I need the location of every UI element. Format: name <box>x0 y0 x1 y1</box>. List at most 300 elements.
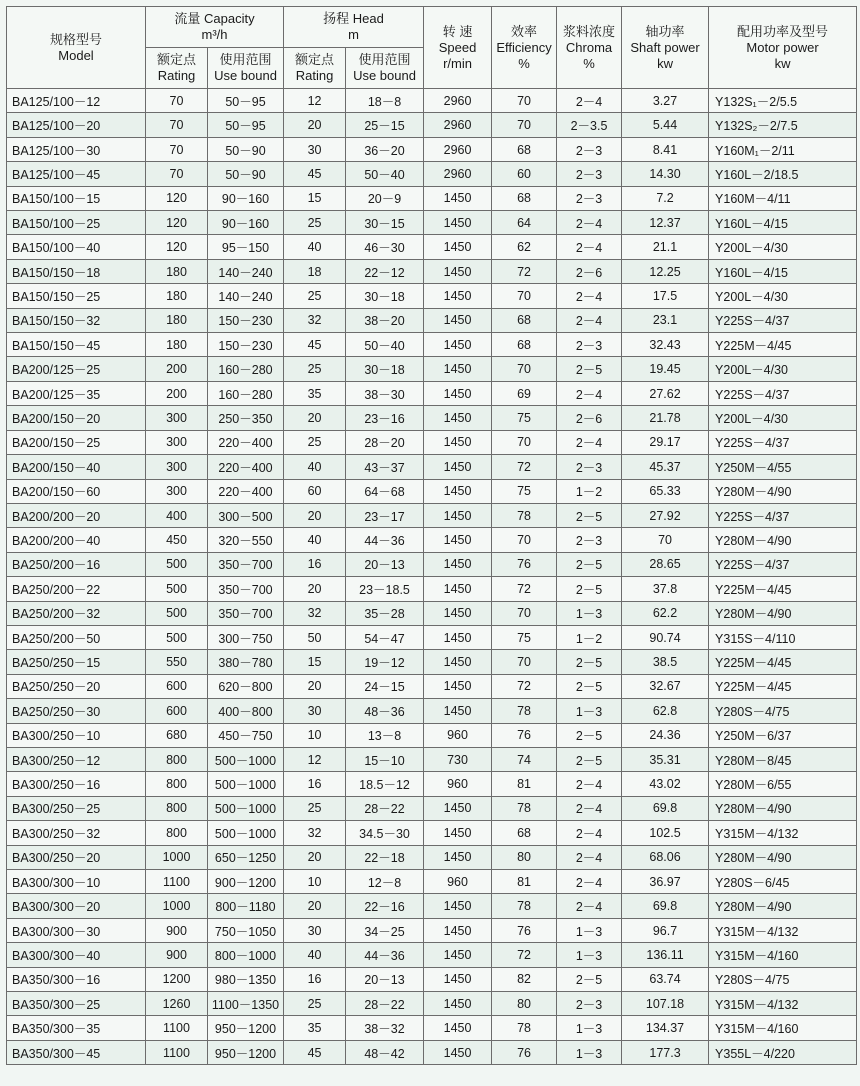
table-row <box>7 235 857 259</box>
head-range-cell: 38－20 <box>346 308 424 332</box>
head-rating-cell: 40 <box>284 235 346 259</box>
shaft-power-cell: 23.1 <box>622 308 709 332</box>
shaft-power-cell: 37.8 <box>622 577 709 601</box>
speed-cell: 1450 <box>424 1040 492 1064</box>
efficiency-cell: 72 <box>492 455 557 479</box>
table-row <box>7 308 857 332</box>
header-chroma-en: Chroma <box>565 39 613 55</box>
speed-cell: 1450 <box>424 1016 492 1040</box>
header-speed-zh: 转 速 <box>442 23 473 39</box>
header-capacity-unit: m³/h <box>201 27 228 42</box>
capacity-range-cell: 950－1200 <box>208 1016 284 1040</box>
efficiency-cell: 78 <box>492 894 557 918</box>
motor-cell: Y280M－4/90 <box>709 601 857 625</box>
model-cell: BA350/300－16 <box>7 967 146 991</box>
chroma-cell: 2－5 <box>557 552 622 576</box>
capacity-rating-cell: 550 <box>146 650 208 674</box>
header-model-en: Model <box>58 47 94 63</box>
shaft-power-cell: 38.5 <box>622 650 709 674</box>
motor-cell: Y200L－4/30 <box>709 235 857 259</box>
header-rating-zh: 额定点 <box>295 52 335 67</box>
table-row <box>7 211 857 235</box>
capacity-range-cell: 160－280 <box>208 381 284 405</box>
head-range-cell: 28－22 <box>346 992 424 1016</box>
chroma-cell: 2－6 <box>557 406 622 430</box>
efficiency-cell: 60 <box>492 162 557 186</box>
motor-cell: Y160L－4/15 <box>709 259 857 283</box>
chroma-cell: 2－4 <box>557 284 622 308</box>
capacity-rating-cell: 70 <box>146 89 208 113</box>
speed-cell: 1450 <box>424 943 492 967</box>
efficiency-cell: 74 <box>492 747 557 771</box>
capacity-range-cell: 350－700 <box>208 601 284 625</box>
head-rating-cell: 20 <box>284 113 346 137</box>
model-cell: BA125/100－30 <box>7 137 146 161</box>
efficiency-cell: 81 <box>492 870 557 894</box>
model-cell: BA300/250－25 <box>7 796 146 820</box>
table-row <box>7 89 857 113</box>
chroma-cell: 2－3 <box>557 992 622 1016</box>
model-cell: BA250/250－30 <box>7 699 146 723</box>
head-range-cell: 48－42 <box>346 1040 424 1064</box>
motor-cell: Y225S－4/37 <box>709 503 857 527</box>
shaft-power-cell: 12.37 <box>622 211 709 235</box>
capacity-rating-cell: 120 <box>146 186 208 210</box>
capacity-range-cell: 50－95 <box>208 113 284 137</box>
chroma-cell: 2－4 <box>557 381 622 405</box>
shaft-power-cell: 70 <box>622 528 709 552</box>
chroma-cell: 2－5 <box>557 747 622 771</box>
head-rating-cell: 20 <box>284 845 346 869</box>
chroma-cell: 2－4 <box>557 821 622 845</box>
head-range-cell: 24－15 <box>346 674 424 698</box>
table-row <box>7 357 857 381</box>
shaft-power-cell: 62.2 <box>622 601 709 625</box>
header-rating-en: Rating <box>295 68 334 83</box>
table-row <box>7 747 857 771</box>
efficiency-cell: 76 <box>492 723 557 747</box>
efficiency-cell: 68 <box>492 137 557 161</box>
speed-cell: 1450 <box>424 333 492 357</box>
head-rating-cell: 25 <box>284 796 346 820</box>
capacity-range-cell: 1100－1350 <box>208 992 284 1016</box>
model-cell: BA200/200－20 <box>7 503 146 527</box>
head-rating-cell: 45 <box>284 162 346 186</box>
header-motor-zh: 配用功率及型号 <box>737 23 829 39</box>
speed-cell: 1450 <box>424 992 492 1016</box>
head-range-cell: 54－47 <box>346 625 424 649</box>
head-rating-cell: 16 <box>284 552 346 576</box>
head-range-cell: 19－12 <box>346 650 424 674</box>
model-cell: BA150/100－15 <box>7 186 146 210</box>
table-row <box>7 625 857 649</box>
head-rating-cell: 30 <box>284 137 346 161</box>
shaft-power-cell: 177.3 <box>622 1040 709 1064</box>
efficiency-cell: 68 <box>492 333 557 357</box>
speed-cell: 1450 <box>424 430 492 454</box>
capacity-rating-cell: 1100 <box>146 1040 208 1064</box>
head-rating-cell: 15 <box>284 650 346 674</box>
speed-cell: 730 <box>424 747 492 771</box>
speed-cell: 1450 <box>424 699 492 723</box>
motor-cell: Y315S－4/110 <box>709 625 857 649</box>
head-rating-cell: 20 <box>284 577 346 601</box>
chroma-cell: 2－4 <box>557 845 622 869</box>
model-cell: BA200/125－35 <box>7 381 146 405</box>
head-rating-cell: 20 <box>284 894 346 918</box>
model-cell: BA125/100－20 <box>7 113 146 137</box>
speed-cell: 1450 <box>424 211 492 235</box>
head-rating-cell: 20 <box>284 406 346 430</box>
capacity-rating-cell: 1260 <box>146 992 208 1016</box>
efficiency-cell: 75 <box>492 625 557 649</box>
efficiency-cell: 76 <box>492 1040 557 1064</box>
chroma-cell: 2－5 <box>557 650 622 674</box>
shaft-power-cell: 32.43 <box>622 333 709 357</box>
table-row <box>7 455 857 479</box>
model-cell: BA150/150－45 <box>7 333 146 357</box>
motor-cell: Y160L－2/18.5 <box>709 162 857 186</box>
header-rating-zh: 额定点 <box>156 52 196 67</box>
shaft-power-cell: 90.74 <box>622 625 709 649</box>
header-motor-power <box>709 7 857 89</box>
head-range-cell: 25－15 <box>346 113 424 137</box>
table-row <box>7 894 857 918</box>
capacity-rating-cell: 180 <box>146 333 208 357</box>
efficiency-cell: 72 <box>492 674 557 698</box>
chroma-cell: 2－4 <box>557 894 622 918</box>
table-row <box>7 699 857 723</box>
shaft-power-cell: 12.25 <box>622 259 709 283</box>
head-range-cell: 30－18 <box>346 357 424 381</box>
table-row <box>7 796 857 820</box>
capacity-range-cell: 140－240 <box>208 259 284 283</box>
header-shaft-zh: 轴功率 <box>645 23 685 39</box>
capacity-rating-cell: 800 <box>146 747 208 771</box>
speed-cell: 960 <box>424 723 492 747</box>
head-range-cell: 28－22 <box>346 796 424 820</box>
chroma-cell: 2－3 <box>557 186 622 210</box>
shaft-power-cell: 3.27 <box>622 89 709 113</box>
header-shaft-en: Shaft power <box>630 39 700 55</box>
capacity-range-cell: 95－150 <box>208 235 284 259</box>
motor-cell: Y280M－4/90 <box>709 528 857 552</box>
model-cell: BA250/200－32 <box>7 601 146 625</box>
capacity-rating-cell: 800 <box>146 821 208 845</box>
speed-cell: 1450 <box>424 186 492 210</box>
head-range-cell: 38－32 <box>346 1016 424 1040</box>
table-row <box>7 162 857 186</box>
capacity-rating-cell: 120 <box>146 235 208 259</box>
efficiency-cell: 72 <box>492 577 557 601</box>
capacity-range-cell: 90－160 <box>208 186 284 210</box>
motor-cell: Y200L－4/30 <box>709 284 857 308</box>
chroma-cell: 2－4 <box>557 870 622 894</box>
capacity-range-cell: 220－400 <box>208 430 284 454</box>
table-row <box>7 674 857 698</box>
head-range-cell: 44－36 <box>346 943 424 967</box>
header-head <box>284 7 424 48</box>
capacity-rating-cell: 400 <box>146 503 208 527</box>
model-cell: BA300/250－12 <box>7 747 146 771</box>
head-rating-cell: 25 <box>284 430 346 454</box>
speed-cell: 2960 <box>424 162 492 186</box>
shaft-power-cell: 8.41 <box>622 137 709 161</box>
model-cell: BA300/250－32 <box>7 821 146 845</box>
capacity-rating-cell: 300 <box>146 479 208 503</box>
table-row <box>7 333 857 357</box>
motor-cell: Y280M－8/45 <box>709 747 857 771</box>
header-model-zh: 规格型号 <box>49 31 102 47</box>
speed-cell: 1450 <box>424 918 492 942</box>
header-capacity-rating <box>146 48 208 89</box>
capacity-range-cell: 50－90 <box>208 137 284 161</box>
head-range-cell: 44－36 <box>346 528 424 552</box>
head-range-cell: 30－15 <box>346 211 424 235</box>
motor-cell: Y225S－4/37 <box>709 430 857 454</box>
speed-cell: 1450 <box>424 967 492 991</box>
head-range-cell: 20－13 <box>346 552 424 576</box>
head-rating-cell: 10 <box>284 723 346 747</box>
model-cell: BA250/250－20 <box>7 674 146 698</box>
motor-cell: Y160M－4/11 <box>709 186 857 210</box>
efficiency-cell: 69 <box>492 381 557 405</box>
speed-cell: 2960 <box>424 113 492 137</box>
speed-cell: 1450 <box>424 455 492 479</box>
table-row <box>7 259 857 283</box>
header-capacity-use-bound <box>208 48 284 89</box>
shaft-power-cell: 14.30 <box>622 162 709 186</box>
head-rating-cell: 16 <box>284 772 346 796</box>
speed-cell: 2960 <box>424 89 492 113</box>
shaft-power-cell: 27.92 <box>622 503 709 527</box>
capacity-rating-cell: 300 <box>146 455 208 479</box>
shaft-power-cell: 21.78 <box>622 406 709 430</box>
speed-cell: 1450 <box>424 674 492 698</box>
header-motor-en: Motor power <box>746 39 819 55</box>
head-rating-cell: 45 <box>284 333 346 357</box>
head-rating-cell: 45 <box>284 1040 346 1064</box>
capacity-range-cell: 300－500 <box>208 503 284 527</box>
efficiency-cell: 70 <box>492 650 557 674</box>
head-rating-cell: 40 <box>284 455 346 479</box>
motor-cell: Y225S－4/37 <box>709 308 857 332</box>
chroma-cell: 2－3 <box>557 137 622 161</box>
head-range-cell: 30－18 <box>346 284 424 308</box>
motor-cell: Y280M－4/90 <box>709 479 857 503</box>
speed-cell: 1450 <box>424 479 492 503</box>
shaft-power-cell: 62.8 <box>622 699 709 723</box>
model-cell: BA350/300－25 <box>7 992 146 1016</box>
speed-cell: 1450 <box>424 381 492 405</box>
capacity-rating-cell: 680 <box>146 723 208 747</box>
speed-cell: 960 <box>424 772 492 796</box>
head-rating-cell: 25 <box>284 992 346 1016</box>
shaft-power-cell: 96.7 <box>622 918 709 942</box>
chroma-cell: 2－3.5 <box>557 113 622 137</box>
capacity-rating-cell: 500 <box>146 625 208 649</box>
head-rating-cell: 40 <box>284 528 346 552</box>
model-cell: BA300/250－10 <box>7 723 146 747</box>
efficiency-cell: 68 <box>492 186 557 210</box>
header-head-use-bound <box>346 48 424 89</box>
header-speed-en: Speed <box>438 39 477 55</box>
efficiency-cell: 68 <box>492 821 557 845</box>
header-use-bound-en: Use bound <box>353 68 416 83</box>
motor-cell: Y280S－4/75 <box>709 967 857 991</box>
capacity-range-cell: 500－1000 <box>208 821 284 845</box>
model-cell: BA350/300－35 <box>7 1016 146 1040</box>
head-range-cell: 22－16 <box>346 894 424 918</box>
model-cell: BA250/200－22 <box>7 577 146 601</box>
shaft-power-cell: 45.37 <box>622 455 709 479</box>
chroma-cell: 2－4 <box>557 308 622 332</box>
head-rating-cell: 32 <box>284 821 346 845</box>
capacity-rating-cell: 1200 <box>146 967 208 991</box>
shaft-power-cell: 24.36 <box>622 723 709 747</box>
chroma-cell: 2－4 <box>557 89 622 113</box>
head-range-cell: 15－10 <box>346 747 424 771</box>
head-range-cell: 46－30 <box>346 235 424 259</box>
head-rating-cell: 25 <box>284 284 346 308</box>
header-motor-unit: kw <box>774 55 791 71</box>
capacity-rating-cell: 500 <box>146 601 208 625</box>
motor-cell: Y132S₂－2/7.5 <box>709 113 857 137</box>
shaft-power-cell: 63.74 <box>622 967 709 991</box>
head-range-cell: 18－8 <box>346 89 424 113</box>
head-rating-cell: 20 <box>284 503 346 527</box>
header-shaft-power <box>622 7 709 89</box>
speed-cell: 1450 <box>424 503 492 527</box>
capacity-rating-cell: 300 <box>146 406 208 430</box>
capacity-range-cell: 220－400 <box>208 479 284 503</box>
model-cell: BA125/100－12 <box>7 89 146 113</box>
header-use-bound-zh: 使用范围 <box>358 52 411 67</box>
capacity-range-cell: 500－1000 <box>208 747 284 771</box>
head-range-cell: 18.5－12 <box>346 772 424 796</box>
motor-cell: Y225S－4/37 <box>709 381 857 405</box>
head-range-cell: 23－17 <box>346 503 424 527</box>
header-head-title: 扬程 Head <box>323 11 384 26</box>
model-cell: BA300/300－20 <box>7 894 146 918</box>
table-row <box>7 870 857 894</box>
model-cell: BA300/250－16 <box>7 772 146 796</box>
capacity-range-cell: 650－1250 <box>208 845 284 869</box>
capacity-range-cell: 450－750 <box>208 723 284 747</box>
header-efficiency <box>492 7 557 89</box>
capacity-rating-cell: 800 <box>146 796 208 820</box>
efficiency-cell: 76 <box>492 918 557 942</box>
model-cell: BA125/100－45 <box>7 162 146 186</box>
capacity-range-cell: 800－1180 <box>208 894 284 918</box>
table-row <box>7 1040 857 1064</box>
head-range-cell: 34－25 <box>346 918 424 942</box>
chroma-cell: 2－4 <box>557 211 622 235</box>
table-row <box>7 381 857 405</box>
head-range-cell: 34.5－30 <box>346 821 424 845</box>
head-rating-cell: 60 <box>284 479 346 503</box>
capacity-range-cell: 950－1200 <box>208 1040 284 1064</box>
head-rating-cell: 30 <box>284 918 346 942</box>
table-row <box>7 113 857 137</box>
chroma-cell: 2－5 <box>557 674 622 698</box>
motor-cell: Y280M－4/90 <box>709 845 857 869</box>
table-row <box>7 967 857 991</box>
capacity-rating-cell: 120 <box>146 211 208 235</box>
header-use-bound-zh: 使用范围 <box>219 52 272 67</box>
speed-cell: 1450 <box>424 821 492 845</box>
head-rating-cell: 15 <box>284 186 346 210</box>
speed-cell: 1450 <box>424 894 492 918</box>
head-range-cell: 12－8 <box>346 870 424 894</box>
table-row <box>7 406 857 430</box>
efficiency-cell: 82 <box>492 967 557 991</box>
head-rating-cell: 20 <box>284 674 346 698</box>
efficiency-cell: 70 <box>492 357 557 381</box>
capacity-rating-cell: 70 <box>146 137 208 161</box>
table-row <box>7 1016 857 1040</box>
head-range-cell: 20－9 <box>346 186 424 210</box>
capacity-rating-cell: 600 <box>146 674 208 698</box>
shaft-power-cell: 19.45 <box>622 357 709 381</box>
chroma-cell: 2－5 <box>557 967 622 991</box>
head-rating-cell: 30 <box>284 699 346 723</box>
capacity-rating-cell: 300 <box>146 430 208 454</box>
chroma-cell: 2－4 <box>557 235 622 259</box>
chroma-cell: 1－2 <box>557 479 622 503</box>
capacity-range-cell: 90－160 <box>208 211 284 235</box>
speed-cell: 1450 <box>424 357 492 381</box>
table-row <box>7 723 857 747</box>
shaft-power-cell: 32.67 <box>622 674 709 698</box>
head-range-cell: 20－13 <box>346 967 424 991</box>
capacity-rating-cell: 1000 <box>146 845 208 869</box>
head-rating-cell: 25 <box>284 211 346 235</box>
head-rating-cell: 35 <box>284 1016 346 1040</box>
speed-cell: 1450 <box>424 235 492 259</box>
head-range-cell: 23－18.5 <box>346 577 424 601</box>
table-row <box>7 528 857 552</box>
capacity-range-cell: 800－1000 <box>208 943 284 967</box>
shaft-power-cell: 29.17 <box>622 430 709 454</box>
efficiency-cell: 72 <box>492 259 557 283</box>
shaft-power-cell: 102.5 <box>622 821 709 845</box>
shaft-power-cell: 36.97 <box>622 870 709 894</box>
head-rating-cell: 50 <box>284 625 346 649</box>
chroma-cell: 2－4 <box>557 796 622 820</box>
capacity-rating-cell: 500 <box>146 552 208 576</box>
chroma-cell: 2－4 <box>557 430 622 454</box>
chroma-cell: 2－5 <box>557 577 622 601</box>
efficiency-cell: 70 <box>492 89 557 113</box>
head-range-cell: 13－8 <box>346 723 424 747</box>
motor-cell: Y280S－6/45 <box>709 870 857 894</box>
capacity-rating-cell: 180 <box>146 308 208 332</box>
model-cell: BA150/100－40 <box>7 235 146 259</box>
header-capacity-title: 流量 Capacity <box>174 11 255 26</box>
efficiency-cell: 76 <box>492 552 557 576</box>
head-range-cell: 48－36 <box>346 699 424 723</box>
header-chroma-unit: % <box>583 55 595 71</box>
speed-cell: 1450 <box>424 601 492 625</box>
model-cell: BA250/250－15 <box>7 650 146 674</box>
efficiency-cell: 78 <box>492 796 557 820</box>
capacity-range-cell: 380－780 <box>208 650 284 674</box>
pump-spec-table <box>6 6 857 1065</box>
chroma-cell: 2－3 <box>557 528 622 552</box>
chroma-cell: 2－5 <box>557 503 622 527</box>
table-body <box>7 89 857 1065</box>
